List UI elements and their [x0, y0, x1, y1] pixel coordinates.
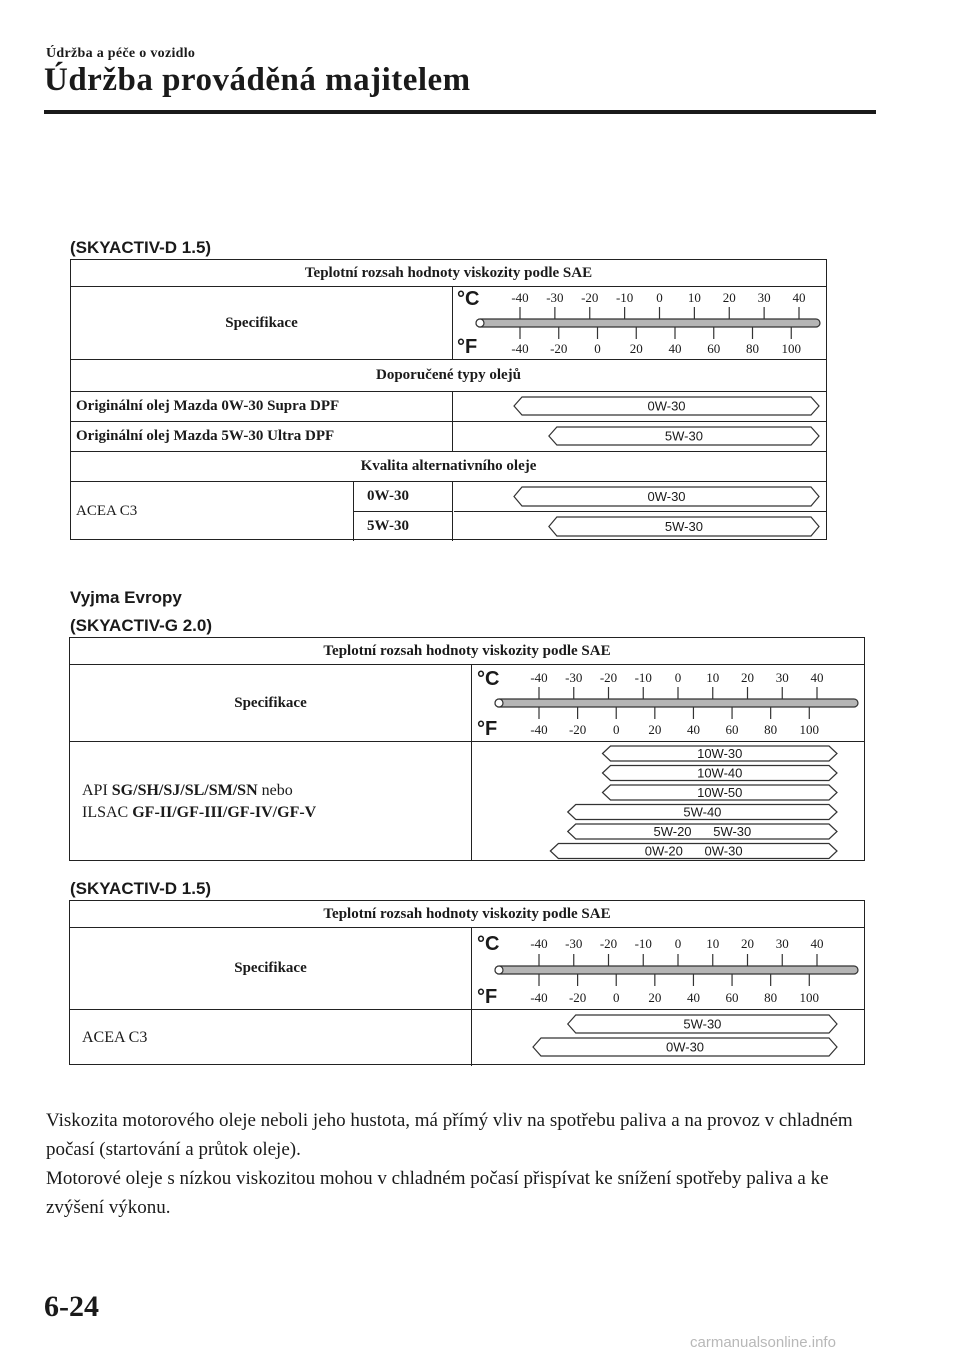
scale-bar	[495, 966, 858, 974]
celsius-tick-label: -10	[615, 290, 634, 305]
celsius-tick-label: -20	[581, 290, 599, 305]
viscosity-bar-label: 0W-30	[647, 398, 686, 414]
viscosity-bars	[473, 1010, 864, 1066]
celsius-tick-label: 0	[656, 290, 663, 305]
table1-spec-label: Specifikace	[225, 314, 298, 331]
region-label: Vyjma Evropy	[70, 588, 182, 607]
fahrenheit-tick-label: 80	[746, 341, 759, 356]
scale-bar-end	[495, 699, 503, 707]
fahrenheit-symbol: °F	[457, 336, 478, 358]
fahrenheit-tick-label: 100	[799, 990, 820, 1005]
oil-name: Originální olej Mazda 0W-30 Supra DPF	[76, 398, 340, 414]
celsius-tick-label: -20	[599, 670, 618, 685]
acea-label: ACEA C3	[82, 1029, 148, 1046]
viscosity-bar-5w-30	[454, 512, 826, 541]
celsius-tick-label: 10	[706, 936, 720, 951]
celsius-tick-label: 40	[810, 936, 824, 951]
celsius-tick-label: -30	[565, 670, 583, 685]
oil-table-skyactiv-d-1-non-eu	[69, 900, 865, 1065]
celsius-tick-label: -30	[565, 936, 583, 951]
viscosity-bars	[473, 742, 864, 861]
table1-oil-row-1	[71, 391, 826, 421]
table2-temp-scale	[473, 665, 864, 741]
celsius-tick-label: -40	[530, 670, 548, 685]
viscosity-bar-label: 0W-30	[647, 489, 686, 504]
table1-header: Teplotní rozsah hodnoty viskozity podle SAE	[304, 264, 593, 281]
fahrenheit-tick-label: -40	[530, 722, 548, 737]
table2-spec-text: API SG/SH/SJ/SL/SM/SN nebo ILSAC GF-II/GF-III/GF-IV/GF-V	[82, 781, 317, 821]
viscosity-bar-label: 5W-30	[664, 519, 703, 534]
fahrenheit-tick-label: 20	[648, 990, 662, 1005]
breadcrumb: Údržba a péče o vozidlo	[46, 46, 196, 61]
viscosity-bar-0w-30	[454, 482, 826, 511]
temperature-scale	[473, 928, 864, 1009]
scale-bar-end	[495, 966, 503, 974]
fahrenheit-tick-label: 60	[725, 990, 739, 1005]
acea-label: ACEA C3	[76, 503, 138, 519]
page-number: 6-24	[44, 1290, 99, 1323]
fahrenheit-tick-label: 40	[686, 722, 700, 737]
table3-header: Teplotní rozsah hodnoty viskozity podle SAE	[323, 905, 611, 922]
body-text	[46, 1106, 876, 1222]
fahrenheit-tick-label: 0	[612, 990, 620, 1005]
watermark: carmanualsonline.info	[690, 1334, 836, 1351]
celsius-tick-label: 30	[775, 936, 789, 951]
celsius-tick-label: 0	[674, 670, 682, 685]
table1-recommended-row	[71, 359, 826, 391]
fahrenheit-tick-label: -20	[568, 990, 587, 1005]
table1-acea-row	[71, 481, 826, 541]
fahrenheit-symbol: °F	[477, 986, 498, 1008]
oil-grade: 5W-30	[367, 518, 409, 534]
body-paragraph-2: Motorové oleje s nízkou viskozitou mohou v chladném počasí přispívat ke snížení spotřeby paliva a ke zvýšení výkonu.	[46, 1168, 829, 1218]
celsius-tick-label: 20	[741, 670, 754, 685]
viscosity-bar-label: 0W-20 0W-30	[644, 843, 743, 859]
fahrenheit-tick-label: 100	[799, 722, 820, 737]
table1-spec-row	[71, 286, 826, 359]
celsius-symbol: °C	[457, 288, 480, 310]
fahrenheit-tick-label: 60	[725, 722, 739, 737]
celsius-tick-label: 10	[706, 670, 720, 685]
celsius-tick-label: -40	[511, 290, 529, 305]
fahrenheit-tick-label: 20	[629, 341, 643, 356]
fahrenheit-tick-label: 40	[686, 990, 700, 1005]
title-divider	[44, 110, 876, 114]
celsius-tick-label: 40	[810, 670, 824, 685]
table1-temp-scale	[454, 287, 826, 359]
fahrenheit-tick-label: 60	[707, 341, 721, 356]
celsius-tick-label: 20	[722, 290, 736, 305]
table1-alternative-row	[71, 451, 826, 481]
viscosity-bar-label: 10W-30	[697, 746, 743, 761]
celsius-tick-label: 0	[674, 936, 682, 951]
celsius-tick-label: -30	[546, 290, 564, 305]
page-title: Údržba prováděná majitelem	[44, 62, 471, 98]
viscosity-bar-0w-30	[454, 392, 826, 420]
viscosity-bar-label: 10W-50	[697, 785, 743, 800]
scale-bar	[476, 319, 820, 327]
celsius-tick-label: -20	[599, 936, 618, 951]
oil-table-skyactiv-d-1	[70, 259, 827, 540]
table1-label: (SKYACTIV-D 1.5)	[70, 238, 212, 257]
fahrenheit-tick-label: -20	[568, 722, 587, 737]
viscosity-bar-label: 5W-20 5W-30	[653, 824, 752, 839]
fahrenheit-tick-label: 80	[764, 722, 778, 737]
viscosity-bar-label: 5W-30	[664, 428, 703, 444]
fahrenheit-tick-label: 20	[648, 722, 662, 737]
scale-bar-end	[476, 319, 484, 327]
fahrenheit-tick-label: -20	[550, 341, 568, 356]
celsius-symbol: °C	[477, 933, 500, 955]
table3-label: (SKYACTIV-D 1.5)	[70, 879, 212, 898]
fahrenheit-tick-label: -40	[511, 341, 529, 356]
table2-header: Teplotní rozsah hodnoty viskozity podle SAE	[323, 642, 611, 659]
celsius-tick-label: 40	[792, 290, 806, 305]
table1-oil-row-2	[71, 421, 826, 451]
celsius-tick-label: -10	[634, 936, 652, 951]
table3-temp-scale	[473, 928, 864, 1009]
table1-recommended-header: Doporučené typy olejů	[376, 367, 521, 383]
table2-spec-label: Specifikace	[234, 694, 307, 711]
oil-table-skyactiv-g-2	[69, 637, 865, 861]
oil-name: Originální olej Mazda 5W-30 Ultra DPF	[76, 428, 335, 444]
fahrenheit-tick-label: -40	[530, 990, 548, 1005]
celsius-tick-label: 10	[687, 290, 701, 305]
table1-alternative-header: Kvalita alternativního oleje	[360, 458, 537, 474]
table3-spec-label: Specifikace	[234, 960, 307, 976]
fahrenheit-tick-label: 0	[612, 722, 620, 737]
body-paragraph-1: Viskozita motorového oleje neboli jeho hustota, má přímý vliv na spotřebu paliva a na provoz v chladném počasí (startování a průtok oleje).	[46, 1110, 853, 1160]
temperature-scale	[454, 287, 826, 359]
viscosity-bar-label: 0W-30	[665, 1039, 705, 1055]
celsius-symbol: °C	[477, 668, 500, 690]
scale-bar	[495, 699, 858, 707]
viscosity-bar-label: 5W-40	[683, 804, 722, 820]
fahrenheit-symbol: °F	[477, 718, 498, 740]
celsius-tick-label: -40	[530, 936, 548, 951]
fahrenheit-tick-label: 80	[764, 990, 778, 1005]
table2-label: (SKYACTIV-G 2.0)	[70, 616, 213, 635]
fahrenheit-tick-label: 40	[668, 341, 682, 356]
viscosity-bar-label: 5W-30	[683, 1016, 722, 1032]
celsius-tick-label: 30	[775, 670, 789, 685]
oil-grade: 0W-30	[367, 488, 409, 504]
viscosity-bar-label: 10W-40	[697, 765, 743, 781]
table1-header-row	[71, 260, 826, 286]
fahrenheit-tick-label: 0	[594, 341, 601, 356]
celsius-tick-label: 30	[757, 290, 771, 305]
temperature-scale	[473, 665, 864, 741]
celsius-tick-label: 20	[741, 936, 754, 951]
fahrenheit-tick-label: 100	[781, 341, 801, 356]
celsius-tick-label: -10	[634, 670, 652, 685]
viscosity-bar-5w-30	[454, 422, 826, 450]
